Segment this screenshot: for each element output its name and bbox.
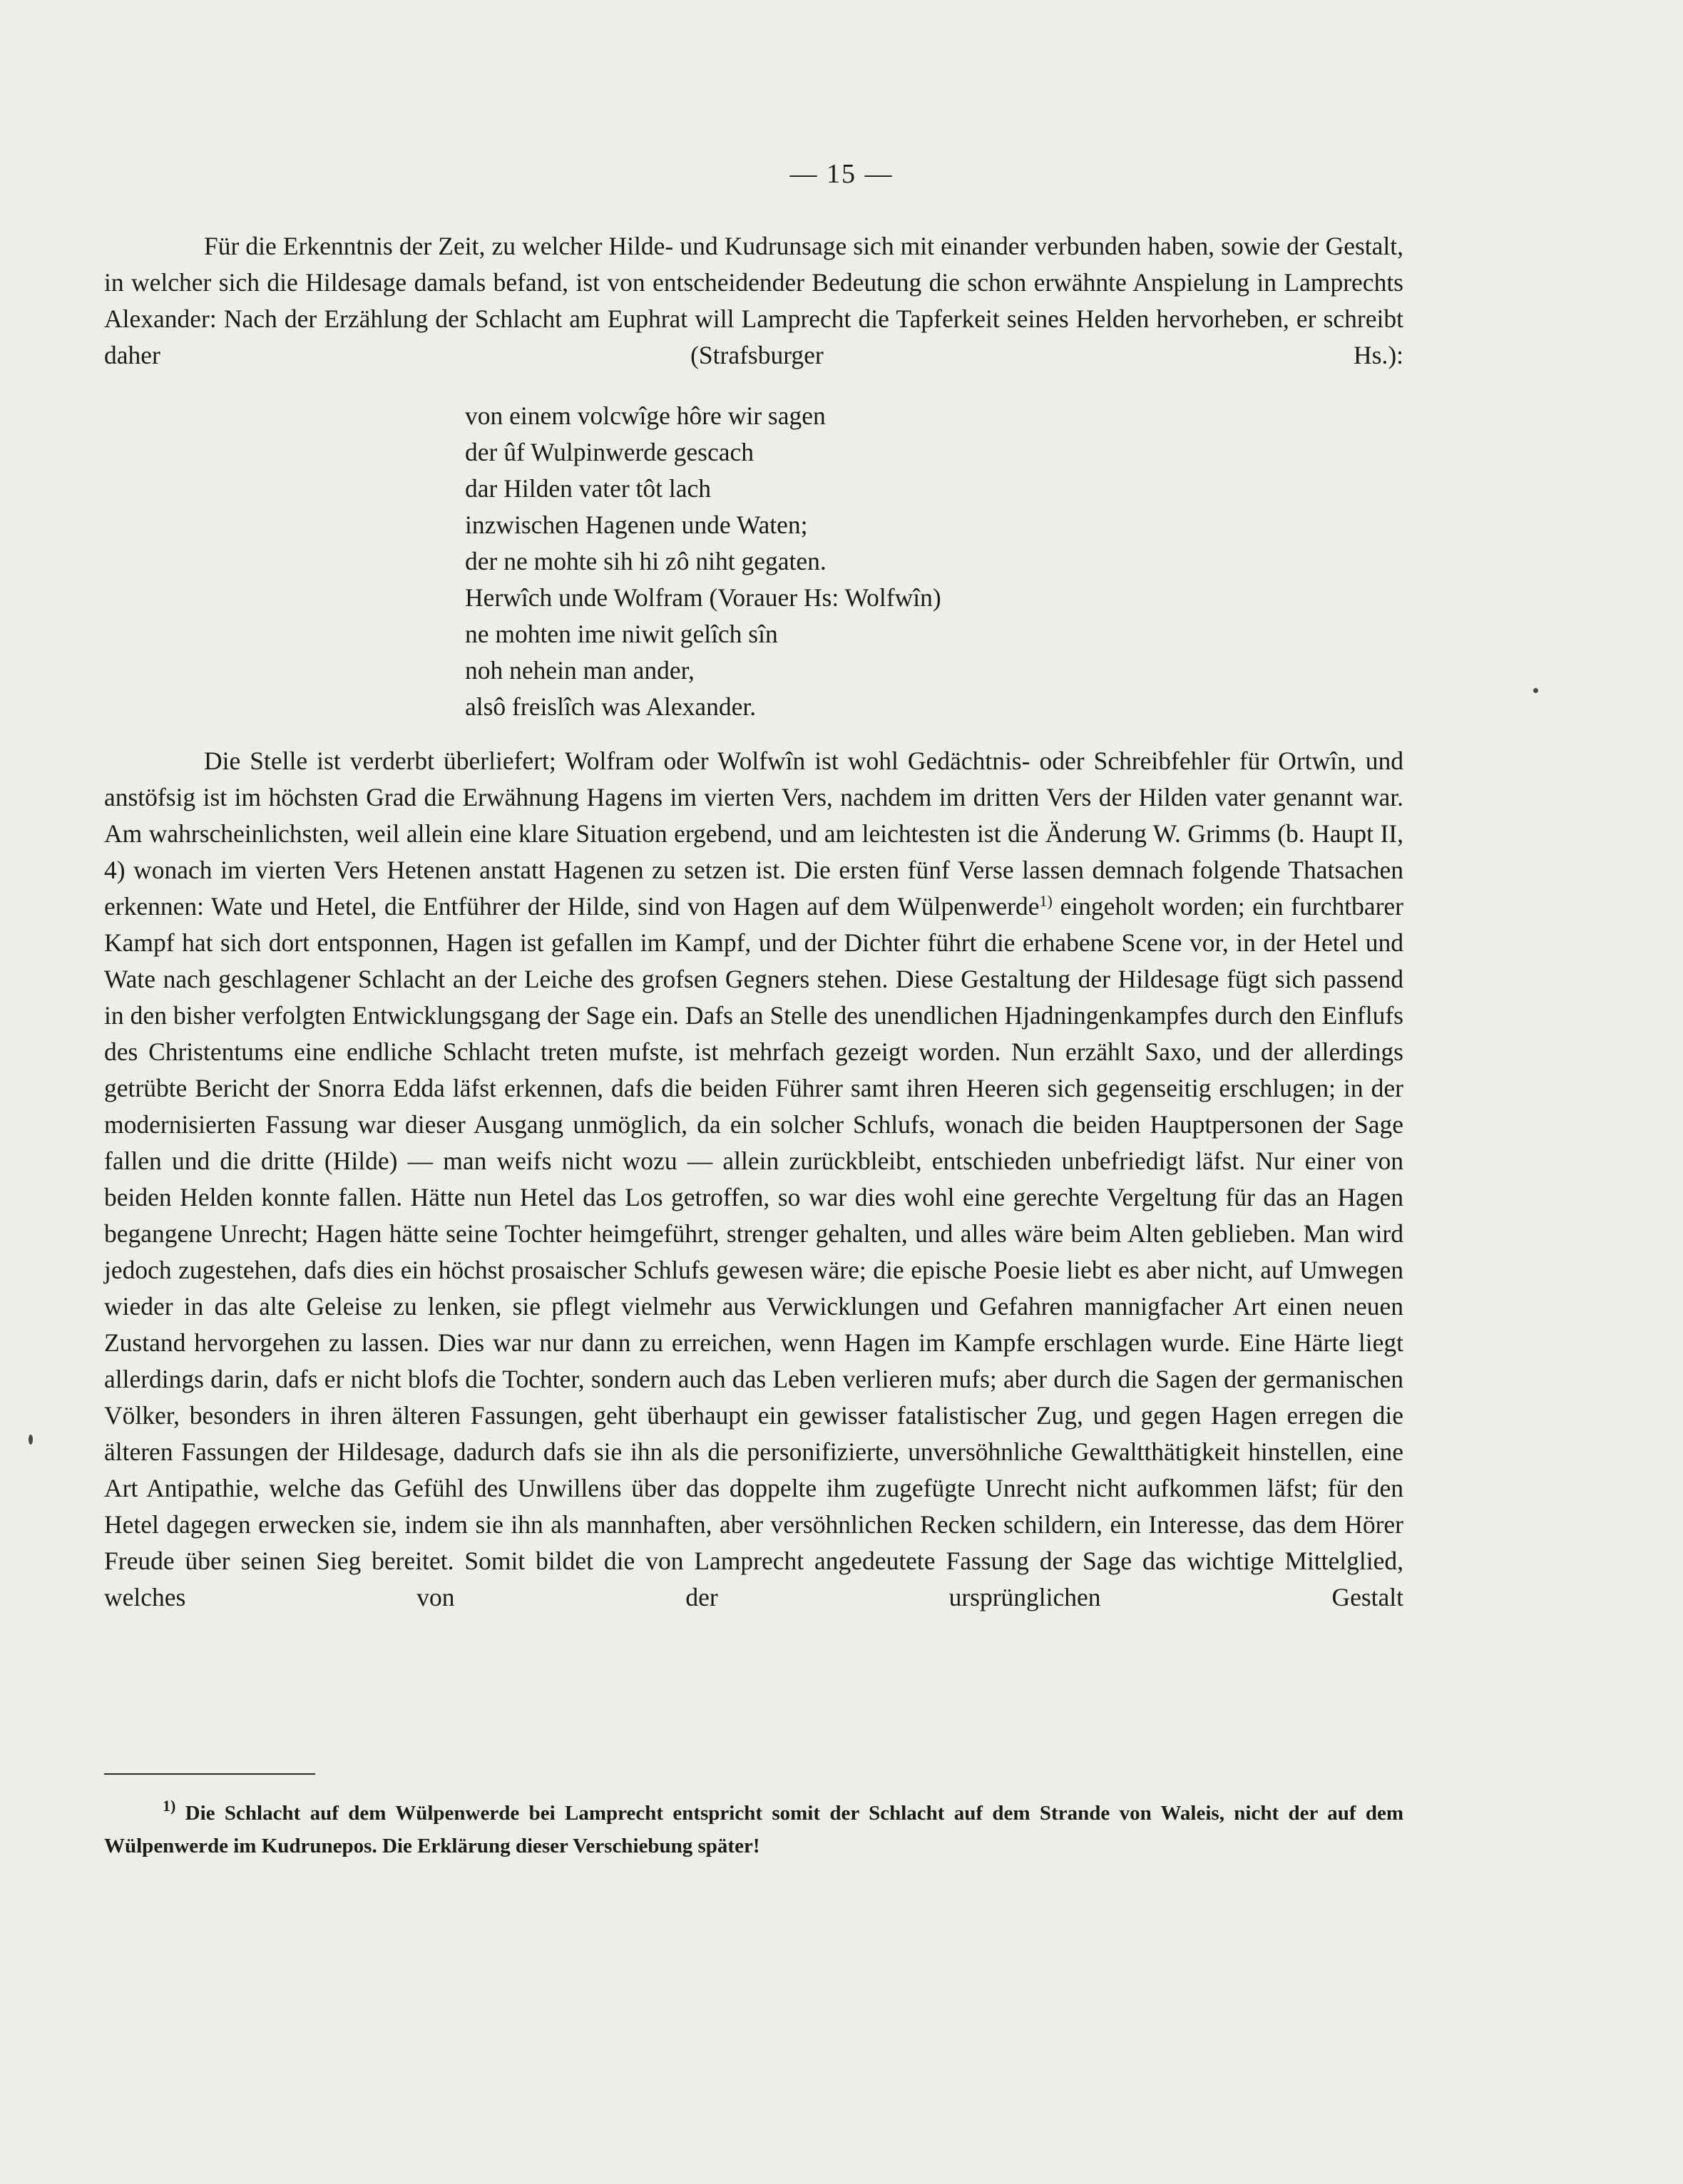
verse-line: Herwîch unde Wolfram (Vorauer Hs: Wolfwîn) — [465, 583, 941, 612]
verse-line: ne mohten ime niwit gelîch sîn — [465, 620, 778, 648]
verse-line: inzwischen Hagenen unde Waten; — [465, 511, 808, 539]
verse-line: alsô freislîch was Alexander. — [465, 692, 757, 721]
body-paragraph — [104, 743, 1403, 1616]
verse-line: von einem volcwîge hôre wir sagen — [465, 401, 826, 430]
paper-speck — [29, 1435, 33, 1445]
footnote-reference[interactable]: 1) — [1039, 892, 1053, 910]
verse-line: noh nehein man ander, — [465, 656, 695, 685]
body-text-part1: Die Stelle ist verderbt überliefert; Wolfram oder Wolfwîn ist wohl Gedächtnis- oder Schreibfehler für Ortwîn, und anstöfsig ist im höchsten Grad die Erwähnung Hagens im vierten Vers, nachdem im dritten Vers der Hilden vater genannt war. Am wahrscheinlichsten, weil allein eine klare Situation ergebend, und am leichtesten ist die Änderung W. Grimms (b. Haupt II, 4) wonach im vierten Vers Hetenen anstatt Hagenen zu setzen ist. Die ersten fünf Verse lassen demnach folgende Thatsachen erkennen: Wate und Hetel, die Entführer der Hilde, sind von Hagen auf dem Wülpenwerde — [104, 747, 1403, 921]
intro-paragraph-text: Für die Erkenntnis der Zeit, zu welcher Hilde- und Kudrunsage sich mit einander verbunden haben, sowie der Gestalt, in welcher sich die Hildesage damals befand, ist von entscheidender Bedeutung die schon erwähnte Anspielung in Lamprechts Alexander: Nach der Erzählung der Schlacht am Euphrat will Lamprecht die Tapferkeit seines Helden hervorheben, er schreibt daher (Strafsburger Hs.): — [104, 232, 1403, 369]
footnote-text — [104, 1797, 1403, 1862]
page-number: — 15 — — [789, 159, 894, 189]
footnote — [104, 1797, 1403, 1862]
verse-line: dar Hilden vater tôt lach — [465, 474, 711, 503]
verse-line: der ûf Wulpinwerde gescach — [465, 438, 754, 466]
paper-speck — [1533, 688, 1538, 693]
verse-quotation — [465, 398, 941, 725]
footnote-marker: 1) — [163, 1797, 176, 1815]
footnote-divider — [104, 1773, 315, 1775]
body-text-part2: eingeholt worden; ein furchtbarer Kampf hat sich dort entsponnen, Hagen ist gefallen im Kampf, und der Dichter führt die erhabene Scene vor, in der Hetel und Wate nach geschlagener Schlacht an der Leiche des grofsen Gegners stehen. Diese Gestaltung der Hildesage fügt sich passend in den bisher verfolgten Entwicklungsgang der Sage ein. Dafs an Stelle des unendlichen Hjadningenkampfes durch den Einflufs des Christentums eine endliche Schlacht treten mufste, ist mehrfach gezeigt worden. Nun erzählt Saxo, und der allerdings getrübte Bericht der Snorra Edda läfst erkennen, dafs die beiden Führer samt ihren Heeren sich gegenseitig erschlugen; in der modernisierten Fassung war dieser Ausgang unmöglich, da ein solcher Schlufs, wonach die beiden Hauptpersonen der Sage fallen und die dritte (Hilde) — man weifs nicht wozu — allein zurückbleibt, entschieden unbefriedigt läfst. Nur einer von beiden Helden konnte fallen. Hätte nun Hetel das Los getroffen, so war dies wohl eine gerechte Vergeltung für das an Hagen begangene Unrecht; Hagen hätte seine Tochter heimgeführt, strenger gehalten, und alles wäre beim Alten geblieben. Man wird jedoch zugestehen, dafs dies ein höchst prosaischer Schlufs gewesen wäre; die epische Poesie liebt es aber nicht, auf Umwegen wieder in das alte Geleise zu lenken, sie pflegt vielmehr aus Verwicklungen und Gefahren mannigfacher Art einen neuen Zustand hervorgehen zu lassen. Dies war nur dann zu erreichen, wenn Hagen im Kampfe erschlagen wurde. Eine Härte liegt allerdings darin, dafs er nicht blofs die Tochter, sondern auch das Leben verlieren mufs; aber durch die Sagen der germanischen Völker, besonders in ihren älteren Fassungen, geht überhaupt ein gewisser fatalistischer Zug, und gegen Hagen erregen die älteren Fassungen der Hildesage, dadurch dafs sie ihn als die personifizierte, unversöhnliche Gewaltthätigkeit hinstellen, eine Art Antipathie, welche das Gefühl des Unwillens über das doppelte ihm zugefügte Unrecht nicht aufkommen läfst; für den Hetel dagegen erwecken sie, indem sie ihn als mannhaften, aber versöhnlichen Recken schildern, ein Interesse, das dem Hörer Freude über seinen Sieg bereitet. Somit bildet die von Lamprecht angedeutete Fassung der Sage das wichtige Mittelglied, welches von der ursprünglichen Gestalt — [104, 892, 1403, 1611]
verse-line: der ne mohte sih hi zô niht gegaten. — [465, 547, 827, 575]
body-paragraph-text — [104, 743, 1403, 1616]
intro-paragraph — [104, 228, 1403, 374]
footnote-body: Die Schlacht auf dem Wülpenwerde bei Lamprecht entspricht somit der Schlacht auf dem Strande von Waleis, nicht der auf dem Wülpenwerde im Kudrunepos. Die Erklärung dieser Verschiebung später! — [104, 1802, 1403, 1857]
